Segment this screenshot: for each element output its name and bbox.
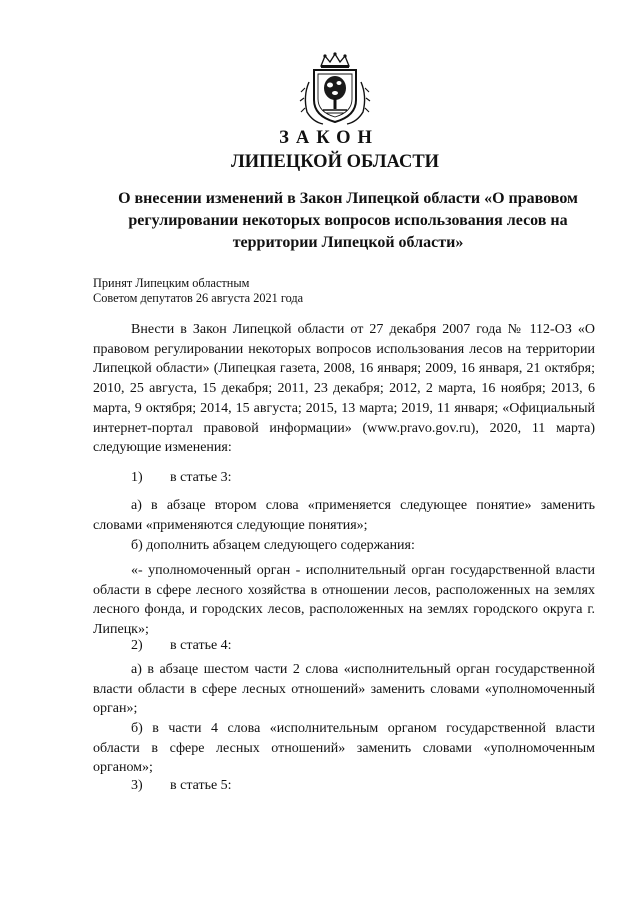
list-number: 2) <box>131 638 143 653</box>
paragraph <box>93 561 595 640</box>
law-region: ЛИПЕЦКОЙ ОБЛАСТИ <box>230 152 440 172</box>
adoption-line: Принят Липецким областным <box>93 276 250 290</box>
law-title: ЗАКОН <box>279 128 379 148</box>
paragraph-text: а) в абзаце втором слова «применяется следующее понятие» заменить словами «применяются следующие понятия»; <box>93 498 595 533</box>
paragraph <box>93 660 595 719</box>
list-number: 1) <box>131 470 143 485</box>
coat-of-arms-icon <box>299 52 371 126</box>
list-number: 3) <box>131 778 143 793</box>
paragraph-text: а) в абзаце шестом части 2 слова «исполнительный орган государственной власти области в сфере лесных отношений» заменить словами «уполномоченный орган»; <box>93 662 595 717</box>
paragraph <box>93 536 595 556</box>
paragraph-text: б) дополнить абзацем следующего содержания: <box>131 538 415 553</box>
list-label: в статье 5: <box>170 778 232 793</box>
list-item <box>131 636 232 656</box>
paragraph-text: б) в части 4 слова «исполнительным органом государственной власти области в сфере лесных отношений» заменить словами «уполномоченным органом»; <box>93 721 595 776</box>
list-item <box>131 468 232 488</box>
list-label: в статье 4: <box>170 638 232 653</box>
paragraph <box>93 496 595 535</box>
paragraph <box>93 719 595 778</box>
adoption-note <box>93 276 303 306</box>
intro-text: Внести в Закон Липецкой области от 27 декабря 2007 года № 112-ОЗ «О правовом регулировании некоторых вопросов использования лесов на территории Липецкой области» (Липецкая газета, 2008, 16 января; 2009, 16 января, 21 октября; 2010, 25 августа, 15 декабря; 2011, 23 декабря; 2012, 2 марта, 16 ноября; 2013, 6 марта, 9 октября; 2014, 15 августа; 2015, 13 марта; 2019, 11 января; «Официальный интернет-портал правовой информации» (www.pravo.gov.ru), 2020, 11 марта) следующие изменения: <box>93 322 595 456</box>
paragraph-text: «- уполномоченный орган - исполнительный орган государственной власти области в сфере лесного хозяйства в отношении лесов, расположенных на землях лесного фонда, и городских лесов, расположенных на землях городского округа г. Липецк»; <box>93 563 595 638</box>
list-item <box>131 776 232 796</box>
adoption-line: Советом депутатов 26 августа 2021 года <box>93 291 304 305</box>
law-heading: О внесении изменений в Закон Липецкой области «О правовом регулировании некоторых вопросов использования лесов на территории Липецкой области» <box>118 190 578 251</box>
list-label: в статье 3: <box>170 470 232 485</box>
intro-paragraph <box>93 320 595 458</box>
